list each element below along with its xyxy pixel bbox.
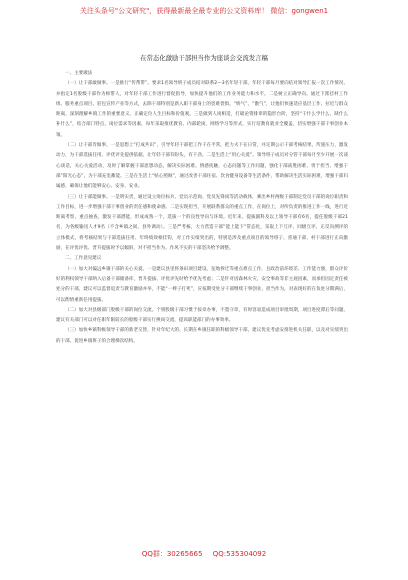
body-paragraph: （一）让干部敢做事。一是推行“传帮带”。要求1名领导班子成员结对联系2—3名年轻干部，年轻干部每月要向结对领导汇报一次工作情况，并指定1名股级干部作为师带人，对年轻干部工作进行督促指导，加快提升他们的工作业务能力和水平。二是树立正确导向。通过下派挂村工作组、服务重点项目、驻包宣传产业等方式，去除干部特别是新入职干部身上的畏难畏惧、“娇气”、“傲气”，让他们快速适应基层工作，拉近与群众距离，深刻理解乡镇工作的重要意义，正确定位人生目标和价值观。三是做到人岗相适，打破论资排辈的隐形台阶，坚持“干什么学什么，缺什么补什么”，结合部门特点、岗位需求等因素，每年采取推优教育、内部轮岗、网络学习等形式，实行培教育就业全覆盖，切实增强干部干事创业本领。 xyxy=(56,81,348,138)
body-paragraph: （三）让干部能做事。一是明实责，通过设立岗位标兵、党员示范岗、党员先锋岗等活动载体，乘出乡村两级干部制定党员干部的岗位职责和工作目标，进一步增强干部干事创业的责任感和使命感。二是实现担当，开展联系群众的重点工作，在岗位上，对所负责的推进工作一线，进行近距离考察，重点抽查，激发干部潜能，形成成熟一个，选拔一个的良性导向与环境。近年来，提拔副科及以上领导干部有6名，提任股级干部21名，为各级输送人才9名（不含乡镇之间、县外调动）。三是严考核，大力营造干部“能上能下”常态化，采取上下互评、同级互评、正反向测评的立体模式，将考核结果与干部选拔任用、年终绩效相挂钩，对工作实绩突出的，特别是涉及重点项目的领导班子、普通干部，村干部进行正向激励，在评优评优、晋升提拔时予以倾斜，对不担当作为、作风不实的干部坚决给予调整。 xyxy=(56,194,348,252)
contact-footer xyxy=(0,547,408,561)
qq-number-text: QQ:535304092 xyxy=(212,550,267,558)
section-heading: 二、工作意见建议 xyxy=(65,256,102,262)
body-paragraph: （一）加大对偏远乡镇干部的关心关爱。一是建议县里将条田项目建设、征地拆迁等重点难点工作，且政治前环境差、工作能力强，群众评价好的利权领导干部纳入后备干部储备库，晋升提拔、评优评先时给予优先考虑；二是针对因森林火灾、安全事故等非主观因素，而承担固定责任被处分的干部，建议可以监督追责与教育激励并举，不能“一棒子打死”，应按期受处分干部继续干事创业，担当作为，对表现好的在负处分期满后，可以酌情重新任用提拔。 xyxy=(56,266,348,303)
body-paragraph: （二）让干部肯做事。一是思想上“打成共识”，引导年轻干部把工作干在平常，把力夫下在日常，并定期公示干部考核结果，传递压力，激发动力，为干部选拔任用、评优评先提供依据，让年轻干部有盼头，有干劲。二是生活上“用心关爱”。领导班子成员对分管干部每月至少开展一次谈心谈话，关心关爱活动，及时了解掌握干部思想动态，解决实际困难。情感抚触，心态问题等工作问题，强化干部战胜困难、勇于担当，增强干部“阳光心态”，为干部充电蓄能。三是在生活上“贴心照顾”，通过改善干部住宿、饮食健身设备等生活条件，帮助解决生活实际困难，增强干部归属感，确保让他们能够安心、安身、安业。 xyxy=(56,143,348,190)
document-body xyxy=(56,69,348,347)
section-heading: 一、主要做法 xyxy=(65,71,93,76)
promo-banner[interactable]: 关注头条号"公文研究"，获得最新最全最专业的公文资料库！ 微信：gongwen1 xyxy=(79,7,329,15)
document-title: 在常态化激励干部担当作为座谈会交流发言稿 xyxy=(140,54,268,62)
body-paragraph: （三）加快乡镇科级领导干部的新老交替，针对年纪大的、长期在乡镇任职的科级领导干部，建议优先考虑安排进机关任职，以及对实绩突出的干部，促进乡镇班子的合理梯次结构。 xyxy=(56,328,348,344)
body-paragraph: （二）加大对县级部门股级干部的岗位交流。个别股级干部习惯于按章办事，不墨守章，有时容易造成项目审批周期，项目进度滞后等问题。建议有关部门可以对任职年限较长的股级干部实行换岗交流，提高职能部门的办事效率。 xyxy=(56,307,348,324)
qq-group-text: QQ群：30265665 xyxy=(141,550,203,558)
